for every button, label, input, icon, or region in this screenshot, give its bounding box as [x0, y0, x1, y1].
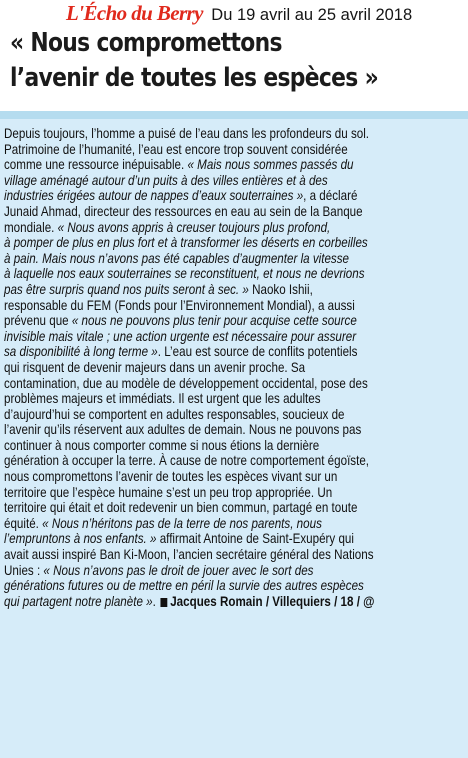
masthead [66, 2, 412, 27]
body-text-run: Junaid Ahmad, directeur des ressources en eau au sein de la Banque [4, 203, 363, 219]
article-line [4, 220, 457, 236]
body-text-run: génération à occuper la terre. À cause de notre comportement égoïste, [4, 453, 370, 469]
body-text-run: équité. [4, 515, 43, 531]
body-text-run: Unies : [4, 562, 44, 578]
body-text-run: nous compromettons l’avenir de toutes les espèces vivant sur un [4, 469, 338, 485]
article-line [4, 157, 457, 173]
article-line [4, 298, 457, 314]
quote-text: pas être surpris quand nos puits seront à sec. » [4, 281, 249, 297]
body-text-run: territoire que l’espèce humaine s’est un peu trop appropriée. Un [4, 484, 333, 500]
body-text-run: . [152, 593, 160, 609]
quote-text: qui partagent notre planète » [4, 593, 153, 609]
article-line [4, 376, 457, 392]
article-line [4, 251, 457, 267]
article-line [4, 204, 457, 220]
article-line [4, 438, 457, 454]
quote-text: « Mais nous sommes passés du [187, 157, 354, 173]
quote-text: sa disponibilité à long terme » [4, 344, 158, 360]
article-box [0, 119, 468, 758]
quote-text: à pain. Mais nous n’avons pas été capables d’augmenter la vitesse [4, 250, 350, 266]
newspaper-logo: L'Écho du Berry [66, 1, 203, 25]
body-text-run: d’aujourd’hui se comportent en adultes responsables, soucieux de [4, 406, 345, 422]
quote-text: village aménagé autour d’un puits à des villes entières et à des [4, 172, 328, 188]
body-text-run: Depuis toujours, l’homme a puisé de l’eau dans les profondeurs du sol. [4, 126, 370, 141]
headline-divider [0, 111, 468, 119]
body-text-run: territoire qui était et doit redevenir un bien commun, partagé en toute [4, 500, 358, 516]
body-text-run: avait aussi inspiré Ban Ki-Moon, l’ancien secrétaire général des Nations [4, 547, 374, 563]
article-line [4, 142, 457, 158]
quote-text: « Nous avons appris à creuser toujours plus profond, [57, 219, 331, 235]
article-line [4, 313, 457, 329]
body-text-run: . L’eau est source de conflits potentiels [157, 344, 358, 360]
quote-text: « Nous n’avons pas le droit de jouer avec le sort des [43, 562, 314, 578]
article-line [4, 407, 457, 423]
quote-text: générations futures ou de mettre en péril la survie des autres espèces [4, 578, 364, 594]
body-text-run: l’avenir qu’ils réservent aux adultes de demain. Nous ne pouvons pas [4, 422, 362, 438]
article-line [4, 516, 457, 532]
quote-text: « nous ne pouvons plus tenir pour acquise cette source [71, 313, 357, 329]
quote-text: l’empruntons à nos enfants. » [4, 531, 157, 547]
body-text-run: continuer à nous comporter comme si nous étions la dernière [4, 437, 320, 453]
article-line [4, 563, 457, 579]
quote-text: à pomper de plus en plus fort et à transformer les déserts en corbeilles [4, 235, 368, 251]
article-body [4, 126, 457, 609]
end-of-article-square-icon [161, 598, 168, 607]
article-line [4, 360, 457, 376]
body-text-run: affirmait Antoine de Saint-Exupéry qui [156, 531, 354, 547]
quote-text: « Nous n’héritons pas de la terre de nos parents, nous [42, 515, 322, 531]
article-line [4, 469, 457, 485]
body-text-run: responsable du FEM (Fonds pour l’Environnement Mondial), a aussi [4, 297, 355, 313]
article-headline [10, 26, 390, 96]
article-line [4, 173, 457, 189]
article-line [4, 126, 457, 142]
author-signature: Jacques Romain / Villequiers / 18 / @ [170, 593, 375, 609]
article-line [4, 188, 457, 204]
issue-dates: Du 19 avril au 25 avril 2018 [211, 6, 413, 24]
article-line [4, 282, 457, 298]
headline-line: « Nous compromettons [10, 28, 282, 58]
headline-line: l’avenir de toutes les espèces » [10, 63, 379, 93]
article-line [4, 235, 457, 251]
article-line [4, 344, 457, 360]
article-line [4, 329, 457, 345]
body-text-run: problèmes majeurs et immédiats. Il est urgent que les adultes [4, 391, 321, 407]
article-line [4, 391, 457, 407]
body-text-run: mondiale. [4, 219, 58, 235]
quote-text: invisible mais vitale ; une action urgente est nécessaire pour assurer [4, 328, 357, 344]
quote-text: à laquelle nos eaux souterraines se reconstituent, et nous ne devrions [4, 266, 365, 282]
body-text-run: , a déclaré [303, 188, 358, 204]
body-text-run: contamination, due au modèle de développement occidental, pose des [4, 375, 368, 391]
article-line [4, 594, 457, 610]
quote-text: industries érigées autour de nappes d’eaux souterraines » [4, 188, 304, 204]
article-line [4, 453, 457, 469]
body-text-run: comme une ressource inépuisable. [4, 157, 188, 173]
article-line [4, 422, 457, 438]
body-text-run: Patrimoine de l’humanité, l’eau est encore trop souvent considérée [4, 141, 348, 157]
body-text-run: Naoko Ishii, [248, 281, 313, 297]
body-text-run: prévenu que [4, 313, 72, 329]
article-line [4, 531, 457, 547]
article-line [4, 547, 457, 563]
article-line [4, 485, 457, 501]
article-line [4, 500, 457, 516]
body-text-run: qui risquent de devenir majeurs dans un avenir proche. Sa [4, 359, 306, 375]
article-line [4, 578, 457, 594]
article-line [4, 266, 457, 282]
